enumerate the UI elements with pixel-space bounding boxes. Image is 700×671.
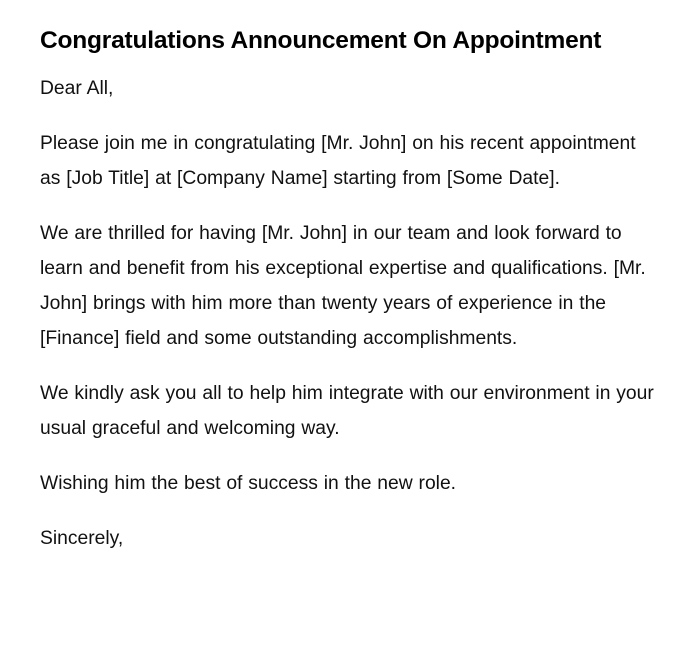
paragraph-congratulations: Please join me in congratulating [Mr. John] on his recent appointment as [Job Title] at [Company Name] starting from [Some Date]. <box>40 133 636 189</box>
paragraph-team-welcome: We are thrilled for having [Mr. John] in our team and look forward to learn and benefit from his exceptional expertise and qualifications. [Mr. John] brings with him more than twenty years of experience in the [Finance] field and some outstanding accomplishments. <box>40 223 646 349</box>
paragraph-integration-request: We kindly ask you all to help him integrate with our environment in your usual graceful and welcoming way. <box>40 383 654 439</box>
greeting: Dear All, <box>40 78 114 99</box>
paragraph-well-wishes: Wishing him the best of success in the new role. <box>40 473 457 494</box>
document-title: Congratulations Announcement On Appointment <box>40 27 602 54</box>
closing: Sincerely, <box>40 528 124 549</box>
